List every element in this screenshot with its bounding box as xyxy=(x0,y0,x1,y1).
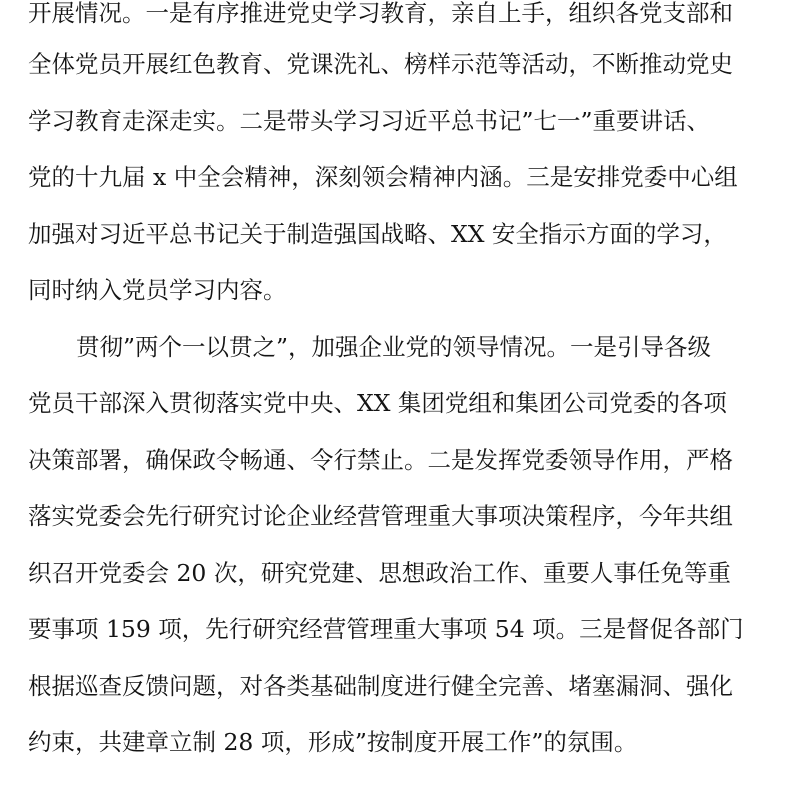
text-line: 全体党员开展红色教育、党课洗礼、榜样示范等活动，不断推动党史 xyxy=(28,50,733,78)
text-line: 党员干部深入贯彻落实党中央、XX 集团党组和集团公司党委的各项 xyxy=(28,389,727,417)
text-line: 织召开党委会 20 次，研究党建、思想政治工作、重要人事任免等重 xyxy=(28,559,731,587)
paragraph-heading-line: 贯彻”两个一以贯之”，加强企业党的领导情况。一是引导各级 xyxy=(76,333,712,361)
text-line: 开展情况。一是有序推进党史学习教育，亲自上手，组织各党支部和 xyxy=(28,0,733,27)
text-line: 学习教育走深走实。二是带头学习习近平总书记”七一”重要讲话、 xyxy=(28,107,711,135)
text-line: 党的十九届 x 中全会精神，深刻领会精神内涵。三是安排党委中心组 xyxy=(28,163,738,191)
text-line: 约束，共建章立制 28 项，形成”按制度开展工作”的氛围。 xyxy=(28,728,638,756)
text-line: 决策部署，确保政令畅通、令行禁止。二是发挥党委领导作用，严格 xyxy=(28,446,733,474)
text-line: 同时纳入党员学习内容。 xyxy=(28,276,287,304)
text-line: 根据巡查反馈问题，对各类基础制度进行健全完善、堵塞漏洞、强化 xyxy=(28,672,733,700)
text-line: 加强对习近平总书记关于制造强国战略、XX 安全指示方面的学习， xyxy=(28,220,727,248)
text-line: 要事项 159 项，先行研究经营管理重大事项 54 项。三是督促各部门 xyxy=(28,615,744,643)
text-line: 落实党委会先行研究讨论企业经营管理重大事项决策程序，今年共组 xyxy=(28,502,733,530)
